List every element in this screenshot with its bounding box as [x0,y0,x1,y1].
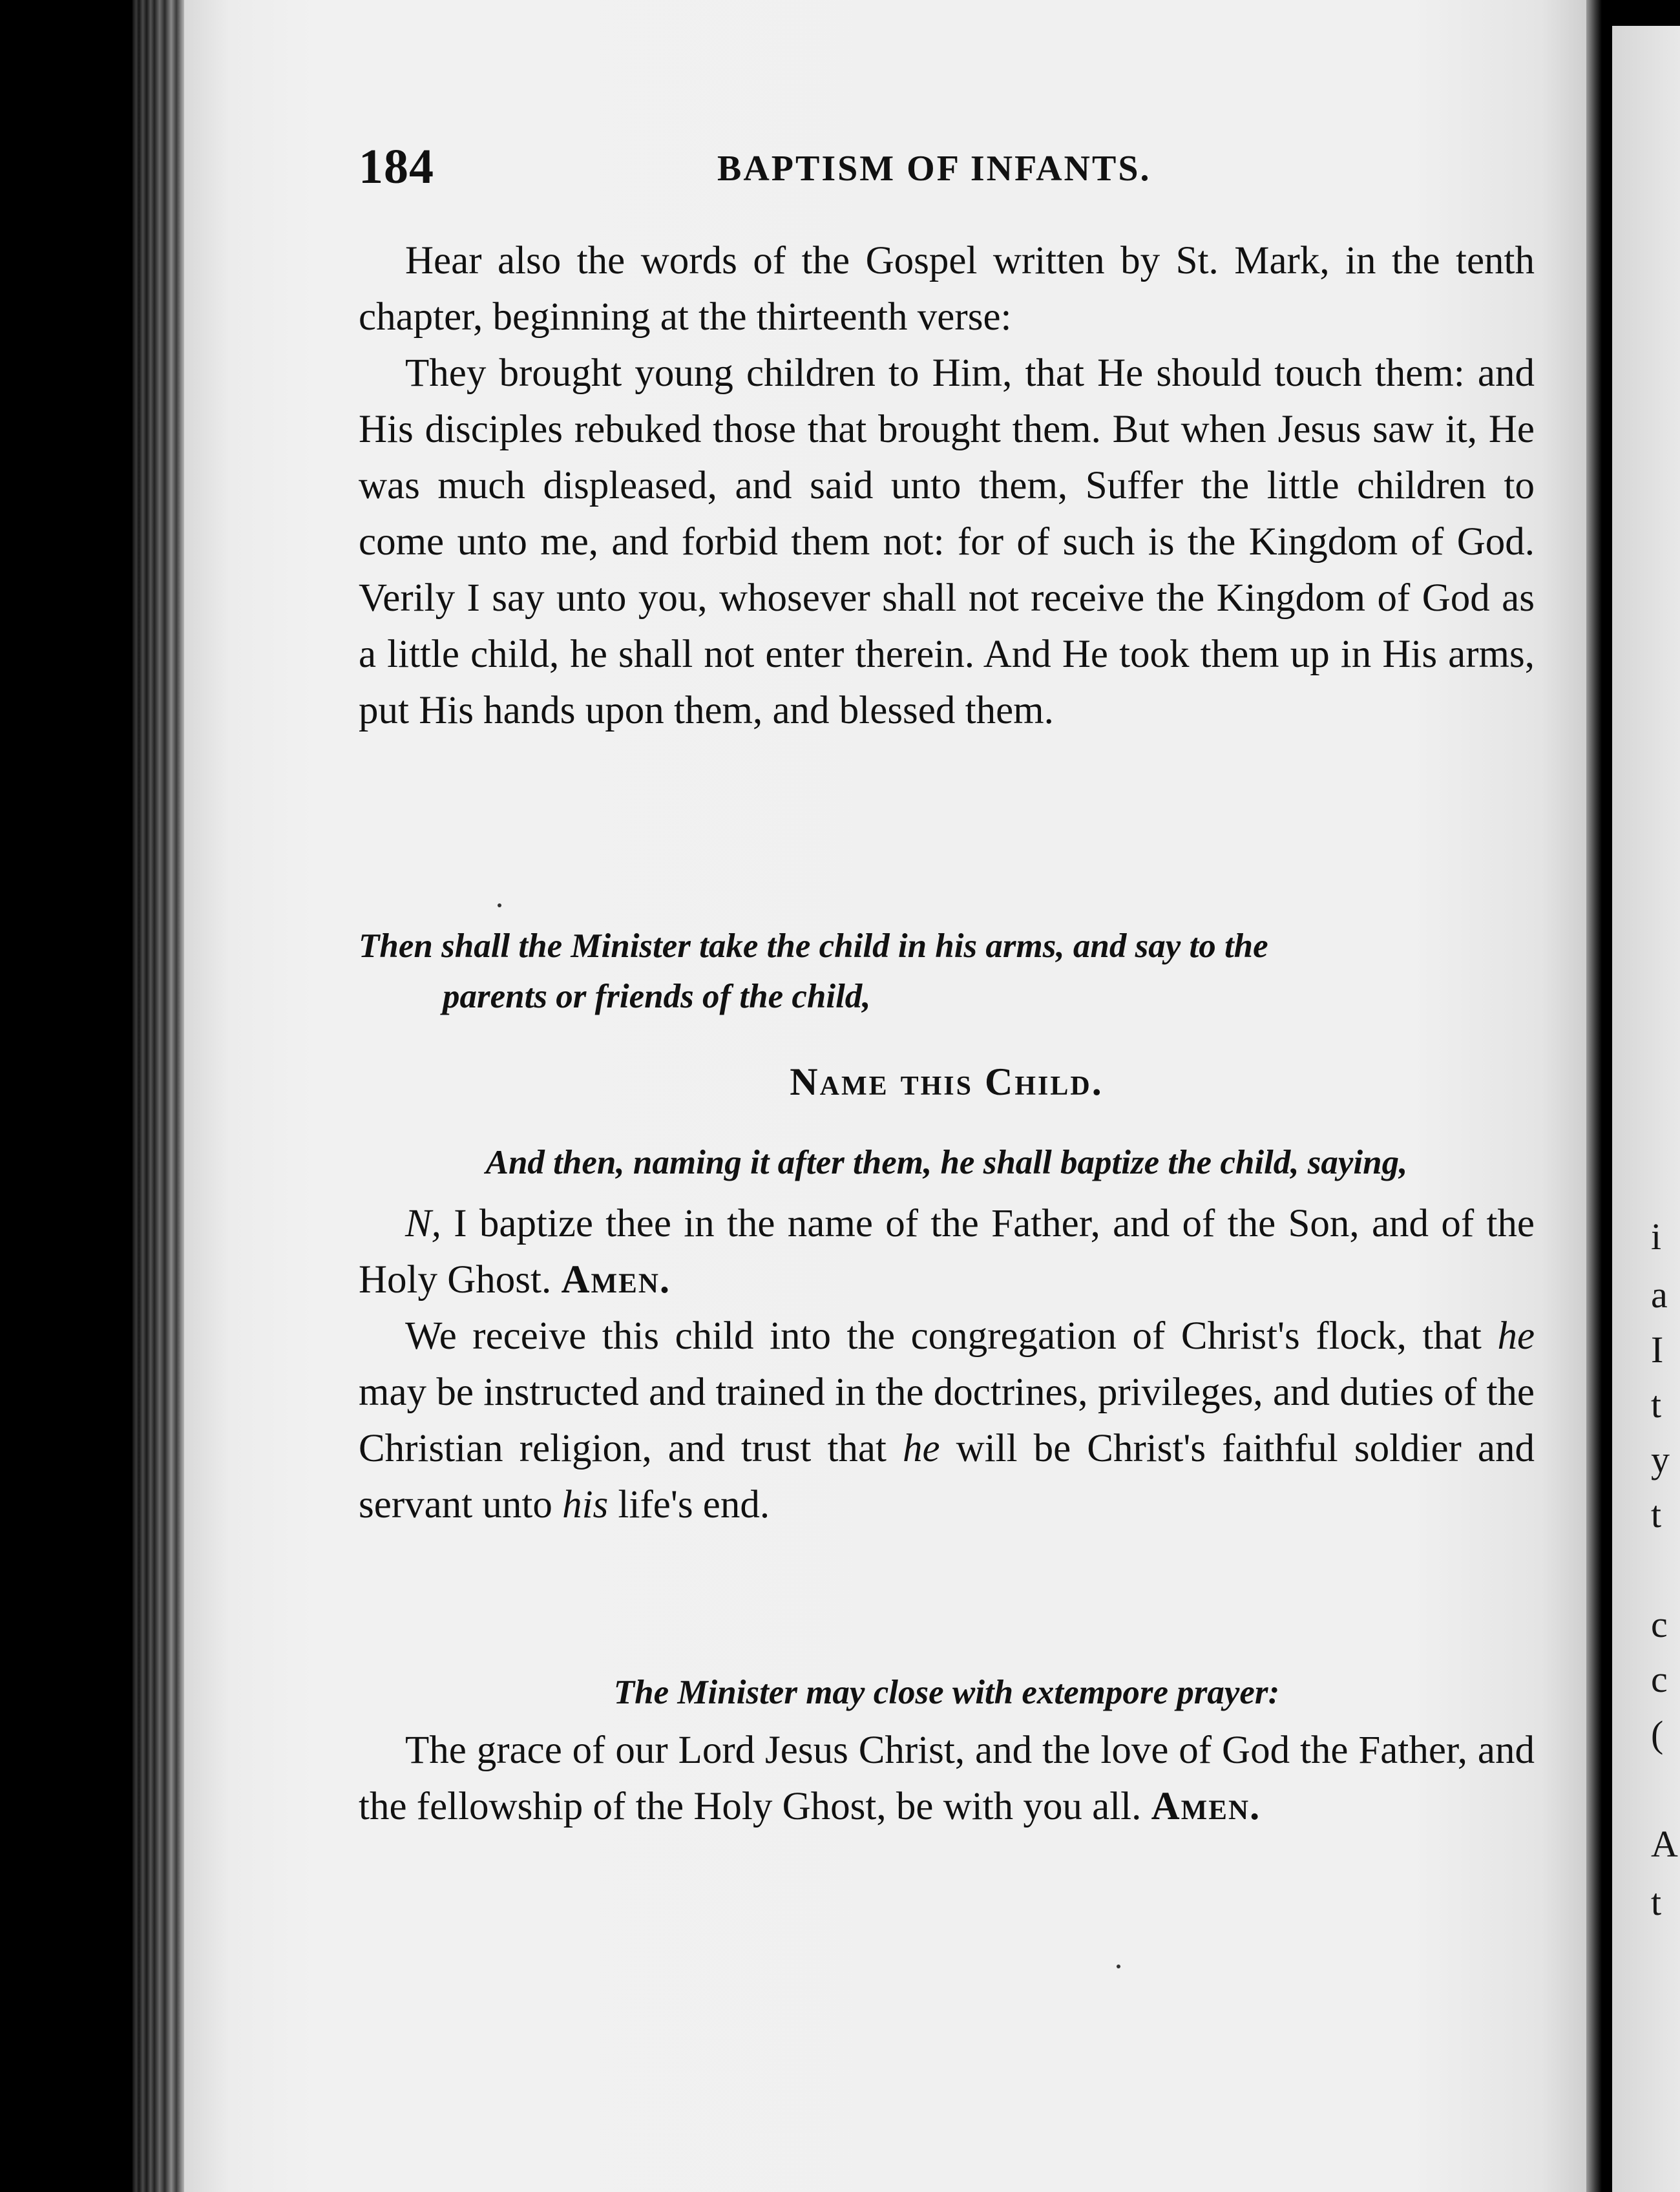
amen: Amen. [1151,1785,1261,1828]
reception-text: We receive this child into the congregation of Christ's flock, that [405,1314,1482,1358]
benediction [359,1722,1535,1835]
name-this-child-heading: Name this Child. [790,1060,1104,1103]
amen: Amen. [561,1258,671,1302]
baptism-section [359,1196,1535,1533]
gospel-section [359,233,1535,739]
page-number: 184 [359,140,434,194]
next-page-letter: a [1651,1274,1668,1316]
rubric-take-child [359,921,1535,1022]
gospel-text: They brought young children to Him, that He should touch them: and His disciples rebuked those that brought them. But when Jesus saw it, He was much displeased, and said unto them, Suffer the little children to come unto me, and forbid them not: for of such is the Kingdom of God. Verily I say unto you, whosever shall not receive the Kingdom of God as a little child, he shall not enter therein. And He took them up in His arms, put His hands upon them, and blessed them. [359,352,1535,732]
rubric-naming: And then, naming it after them, he shall baptize the child, saying, [485,1144,1408,1181]
rubric-line: Then shall the Minister take the child in his arms, and say to the [359,927,1268,965]
reception-text: may be instructed and trained in the doctrines, privileges, and duties of the Christian religion, and trust that [359,1371,1535,1470]
ink-speck [498,903,501,907]
ink-speck [1117,1965,1120,1968]
reception-text: will be Christ's faithful soldier and servant unto [359,1427,1535,1526]
next-page-letter: t [1651,1493,1662,1535]
running-head [359,139,1651,197]
next-page-letter: ( [1651,1713,1664,1755]
pronoun: his [562,1483,609,1526]
rubric-line: parents or friends of the child, [443,978,871,1015]
name-placeholder: N, [405,1202,441,1245]
reception-text: life's end. [618,1483,770,1526]
gospel-intro: Hear also the words of the Gospel written by St. Mark, in the tenth chapter, beginning at the thirteenth verse: [359,239,1535,339]
running-head-title: BAPTISM OF INFANTS. [717,149,1151,189]
next-page-letter: I [1651,1329,1664,1371]
reception-paragraph [359,1308,1535,1533]
next-page-letter: t [1651,1881,1662,1923]
baptism-formula [359,1196,1535,1308]
baptism-formula-text: I baptize thee in the name of the Father, and of the Son, and of the Holy Ghost. [359,1202,1535,1302]
next-page-letter: i [1651,1216,1662,1258]
book-gutter [1586,0,1612,2192]
next-page-letter: y [1651,1438,1670,1481]
benediction-text: The grace of our Lord Jesus Christ, and the love of God the Father, and the fellowship of the Holy Ghost, be with you all. [359,1729,1535,1828]
next-page-letter: A [1651,1823,1678,1865]
next-page-letter: c [1651,1658,1668,1700]
benediction-section [359,1722,1535,1835]
book-page-edges [132,0,184,2192]
pronoun: he [903,1427,940,1470]
next-page-fragment [1612,26,1680,2192]
next-page-letter: c [1651,1603,1668,1645]
pronoun: he [1497,1314,1535,1358]
next-page-letter: t [1651,1384,1662,1426]
rubric-prayer: The Minister may close with extempore prayer: [613,1674,1280,1711]
